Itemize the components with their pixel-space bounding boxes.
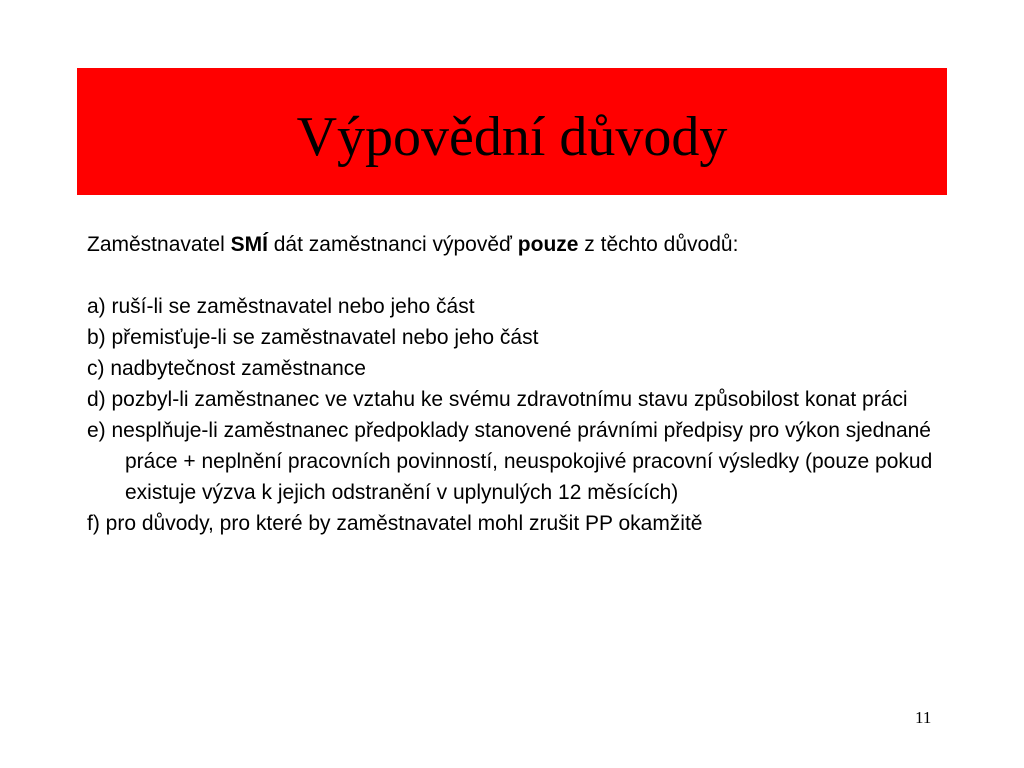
list-item-c: c) nadbytečnost zaměstnance bbox=[87, 357, 366, 380]
list-item-a: a) ruší-li se zaměstnavatel nebo jeho část bbox=[87, 295, 475, 318]
list-item-d: d) pozbyl-li zaměstnanec ve vztahu ke svému zdravotnímu stavu způsobilost konat práci bbox=[87, 388, 908, 411]
intro-text-3: z těchto důvodů: bbox=[578, 233, 739, 256]
spacer bbox=[87, 260, 957, 291]
list-item-f: f) pro důvody, pro které by zaměstnavatel mohl zrušit PP okamžitě bbox=[87, 512, 703, 535]
slide-body bbox=[87, 229, 957, 539]
intro-bold-pouze: pouze bbox=[517, 233, 579, 256]
list-item-b: b) přemisťuje-li se zaměstnavatel nebo jeho část bbox=[87, 326, 539, 349]
intro-text-2: dát zaměstnanci výpověď bbox=[267, 233, 518, 256]
slide-title: Výpovědní důvody bbox=[296, 105, 728, 168]
list-item-e: e) nesplňuje-li zaměstnanec předpoklady stanovené právními předpisy pro výkon sjednané práce + neplnění pracovních povinností, neuspokojivé pracovní výsledky (pouze pokud existuje výzva k jejich odstranění v uplynulých 12 měsících) bbox=[87, 419, 933, 504]
page-number: 11 bbox=[915, 708, 932, 727]
intro-bold-smi: SMÍ bbox=[230, 233, 268, 256]
slide-title-bar bbox=[77, 68, 947, 195]
intro-text-1: Zaměstnavatel bbox=[87, 233, 231, 256]
intro-line bbox=[87, 229, 957, 260]
